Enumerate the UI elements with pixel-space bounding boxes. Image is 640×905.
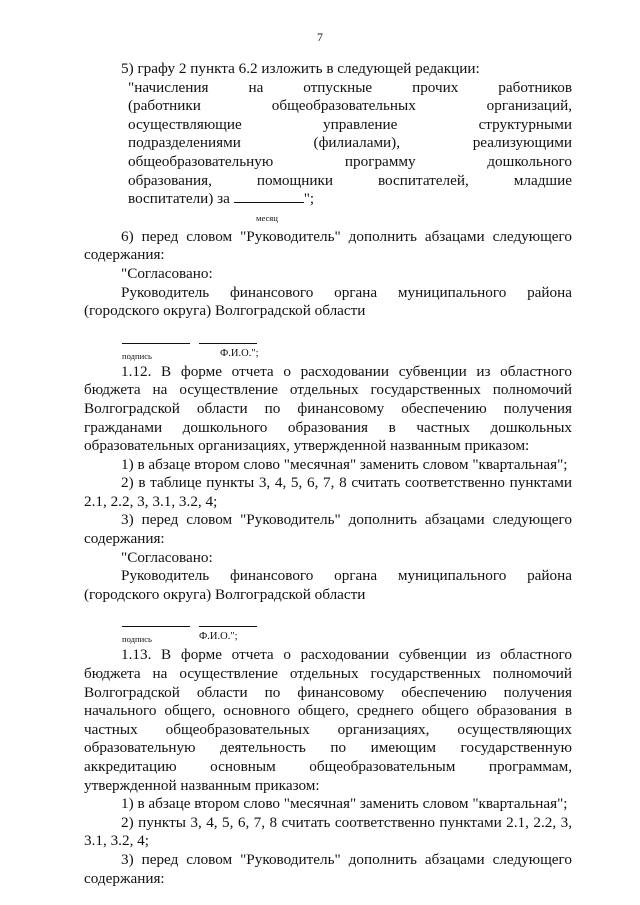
section-1-13-item1: 1) в абзаце втором слово "месячная" заменить словом "квартальная"; bbox=[121, 795, 568, 813]
quote-line: осуществляющие управление структурными bbox=[128, 115, 572, 133]
item6-text: 6) перед словом "Руководитель" дополнить абзацами следующего содержания: bbox=[84, 227, 572, 264]
signatory-title: Руководитель финансового органа муниципального района bbox=[121, 283, 572, 301]
signature-line bbox=[122, 343, 190, 344]
quote-line: подразделениями (филиалами), реализующими bbox=[128, 134, 572, 152]
section-1-13-item2: 2) пункты 3, 4, 5, 6, 7, 8 считать соответственно пунктами 2.1, 2.2, 3, 3.1, 3.2, 4; bbox=[84, 813, 572, 850]
fio-line bbox=[199, 343, 257, 344]
signature-caption: подпись bbox=[122, 634, 152, 645]
quote-line: общеобразовательную программу дошкольного bbox=[128, 152, 572, 170]
signatory-title-cont: (городского округа) Волгоградской области bbox=[84, 302, 366, 320]
quote-line: (работники общеобразовательных организаций, bbox=[128, 97, 572, 115]
fio-caption: Ф.И.О."; bbox=[199, 631, 238, 643]
item5-lead: 5) графу 2 пункта 6.2 изложить в следующей редакции: bbox=[121, 60, 480, 77]
section-1-12-item1: 1) в абзаце втором слово "месячная" заменить словом "квартальная"; bbox=[121, 455, 568, 473]
item5-quote bbox=[84, 79, 572, 221]
page-number: 7 bbox=[317, 30, 323, 44]
month-caption: месяц bbox=[256, 212, 278, 223]
signature-lines bbox=[84, 614, 572, 628]
fio-line bbox=[199, 626, 257, 627]
section-1-12-item3: 3) перед словом "Руководитель" дополнить абзацами следующего содержания: bbox=[84, 511, 572, 548]
section-1-12-intro: 1.12. В форме отчета о расходовании субвенции из областного бюджета на осуществление отдельных государственных полномочий Волгоградской области по финансовому обеспечению получения гражданами дошкольного образования в частных дошкольных образовательных организациях, утвержденной названным приказом: bbox=[84, 362, 572, 455]
quote-last-line bbox=[128, 190, 572, 209]
signature-lines bbox=[84, 331, 572, 345]
signature-caption: подпись bbox=[122, 350, 152, 361]
section-1-12-item2: 2) в таблице пункты 3, 4, 5, 6, 7, 8 считать соответственно пунктами 2.1, 2.2, 3, 3.1, 3.2, 4; bbox=[84, 474, 572, 510]
signatory-title: Руководитель финансового органа муниципального района bbox=[121, 567, 572, 585]
quote-last-prefix: воспитатели) за bbox=[128, 190, 234, 208]
agreed-label: "Согласовано: bbox=[121, 548, 213, 566]
quote-line: образования, помощники воспитателей, младшие bbox=[128, 171, 572, 189]
blank-month-line bbox=[234, 190, 304, 203]
fio-caption: Ф.И.О."; bbox=[220, 347, 259, 359]
signature-captions bbox=[84, 628, 572, 646]
section-1-13-intro: 1.13. В форме отчета о расходовании субвенции из областного бюджета на осуществление отдельных государственных полномочий Волгоградской области по финансовому обеспечению получения начального общего, основного общего, среднего общего образования в частных общеобразовательных организациях, осуществляющих образовательную деятельность по имеющим государственную аккредитацию основным общеобразовательным программам, утвержденной названным приказом: bbox=[84, 646, 572, 794]
agreed-label: "Согласовано: bbox=[121, 264, 213, 282]
section-1-13-item3: 3) перед словом "Руководитель" дополнить абзацами следующего содержания: bbox=[84, 850, 572, 887]
signatory-title-cont: (городского округа) Волгоградской области bbox=[84, 585, 366, 603]
document-body bbox=[84, 60, 572, 888]
month-caption-row bbox=[84, 209, 572, 221]
signature-captions bbox=[84, 345, 572, 363]
quote-last-suffix: "; bbox=[303, 190, 315, 208]
signature-line bbox=[122, 626, 190, 627]
quote-line: "начисления на отпускные прочих работников bbox=[128, 78, 572, 96]
